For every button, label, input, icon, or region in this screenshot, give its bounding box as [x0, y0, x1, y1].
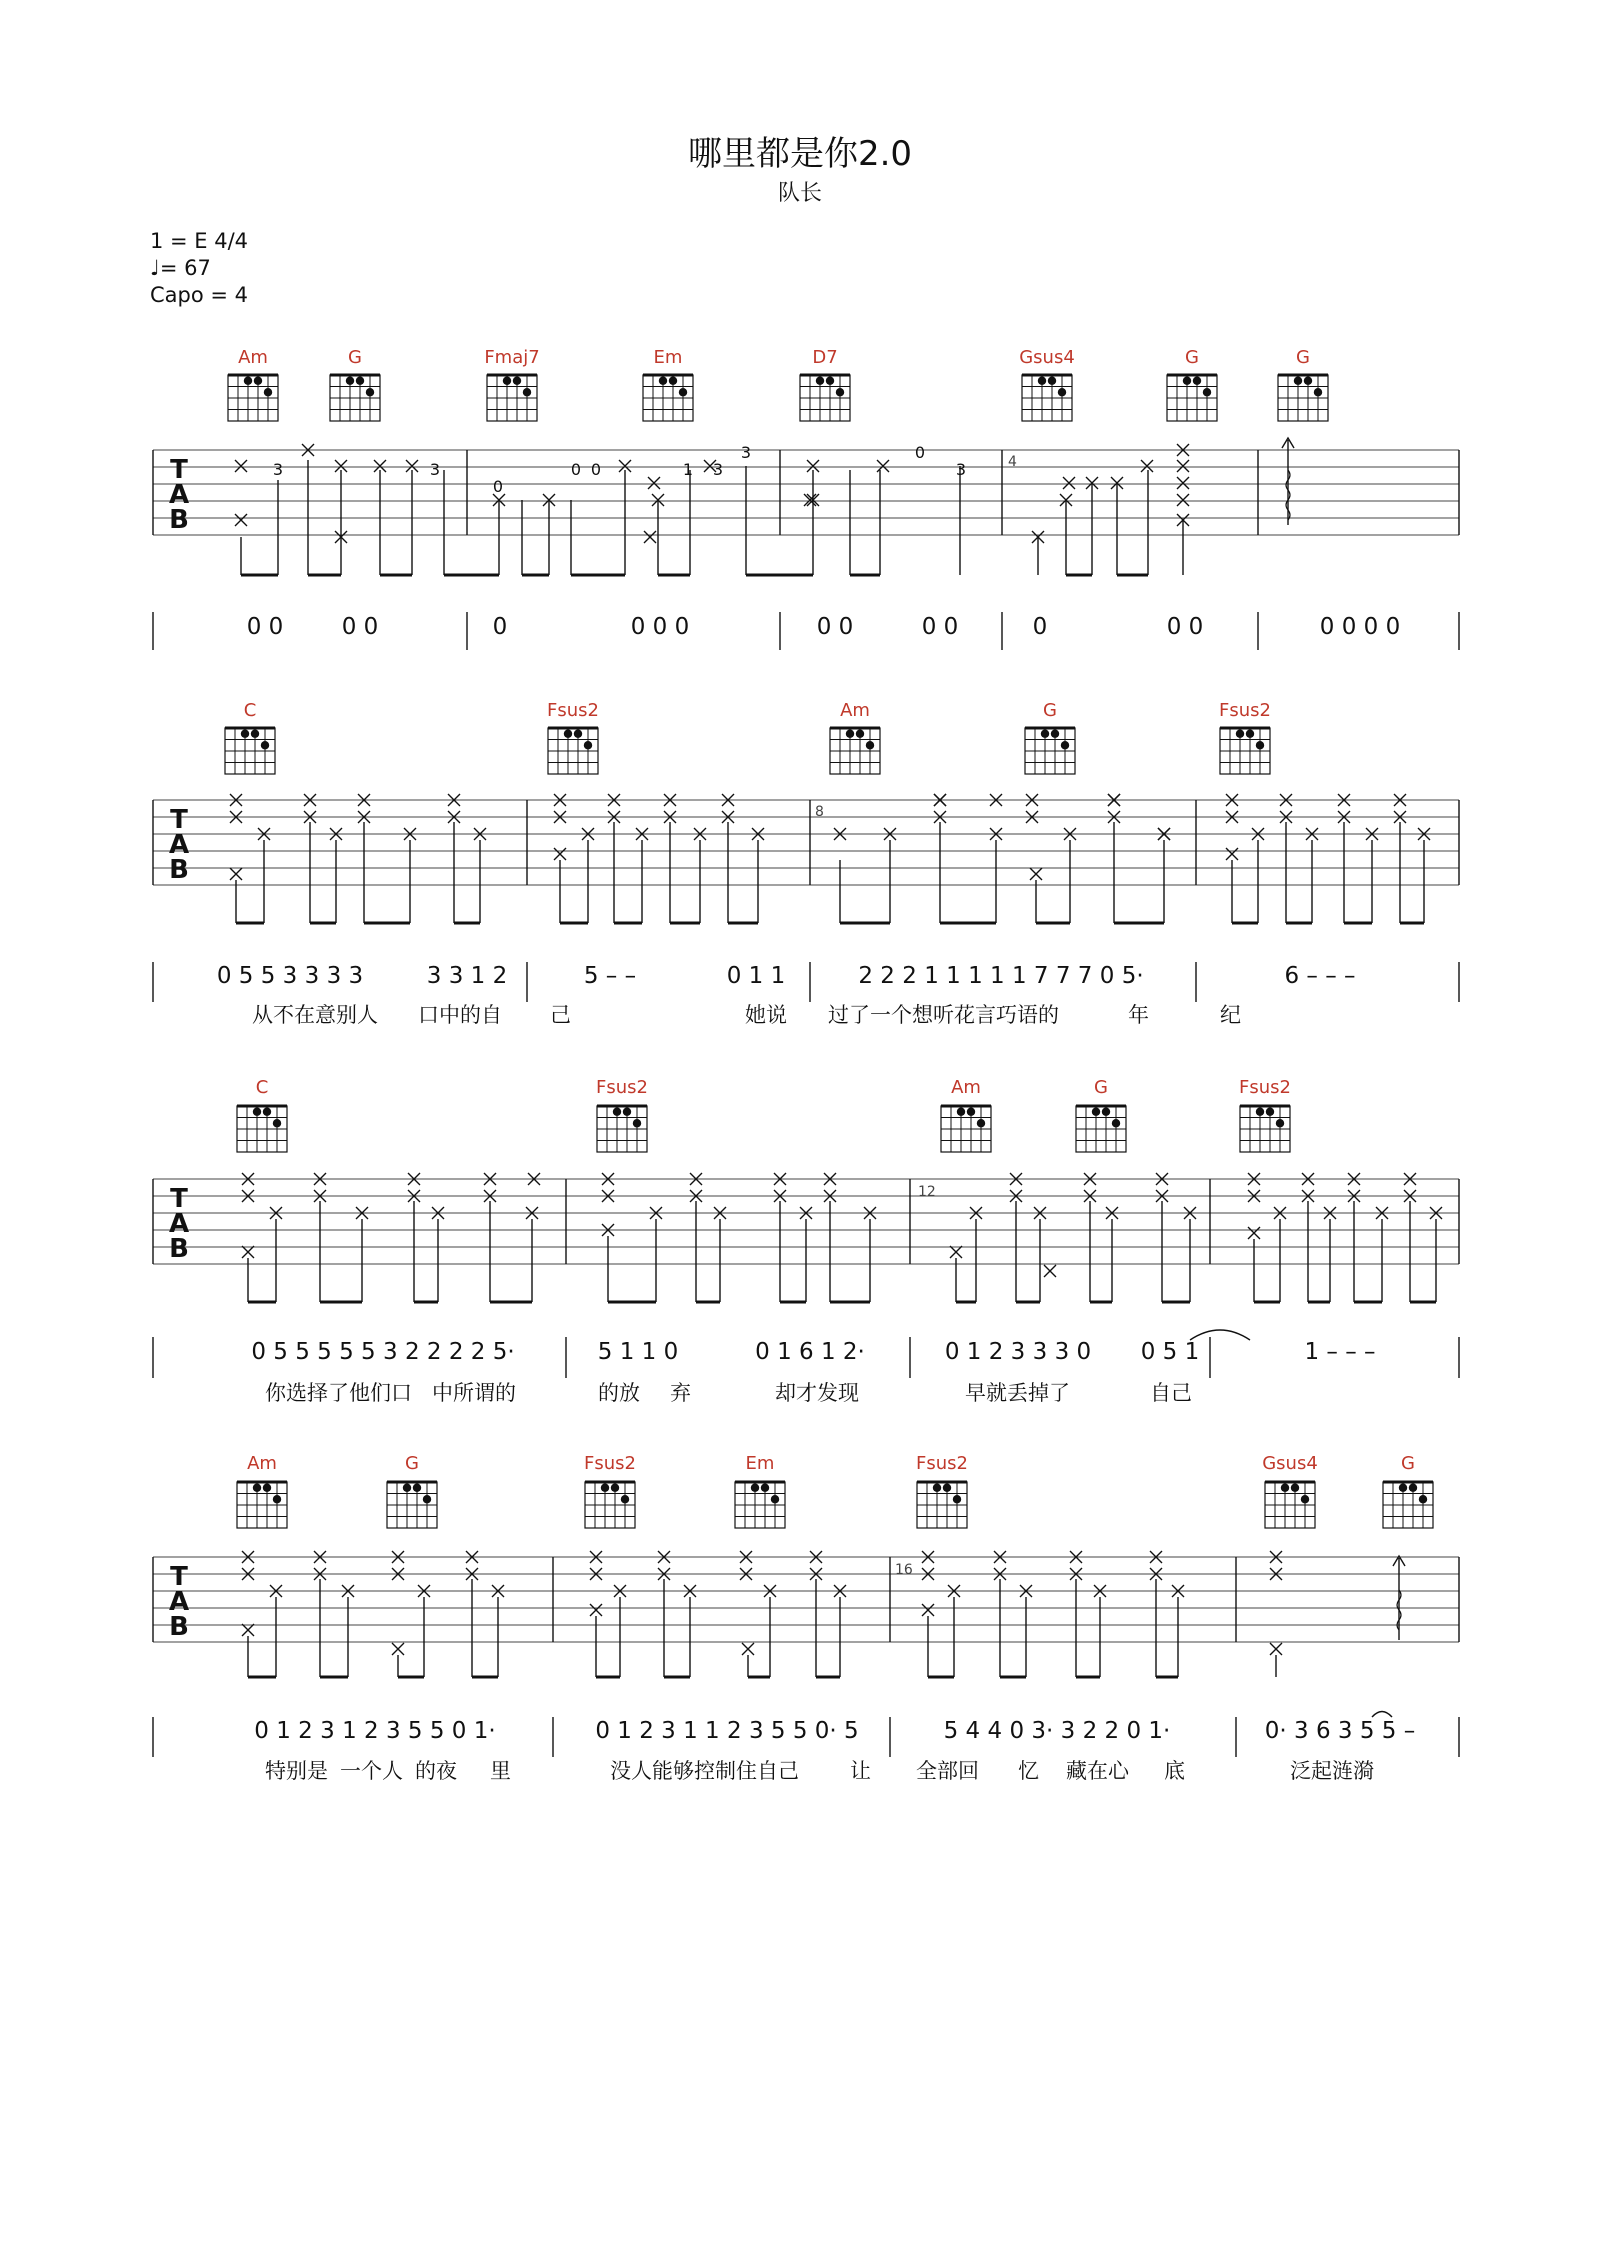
lyric: 底	[1164, 1759, 1185, 1783]
chord-name: D7	[812, 347, 838, 368]
chord-name: Fsus2	[1239, 1077, 1291, 1098]
chord-name: Am	[247, 1453, 277, 1474]
finger-dot	[1058, 388, 1066, 396]
system-3	[153, 1077, 1459, 1405]
finger-dot	[1419, 1495, 1427, 1503]
arpeggio-arrow	[1393, 1556, 1405, 1640]
lyric: 的夜	[415, 1759, 457, 1783]
tab-staff	[153, 800, 1459, 885]
chord-grid	[1240, 1106, 1290, 1152]
chord-grid	[643, 375, 693, 421]
finger-dot	[253, 1108, 261, 1116]
fret-number: 0	[590, 460, 602, 479]
finger-dot	[1291, 1484, 1299, 1492]
tab-clef-letter: A	[168, 1587, 190, 1617]
finger-dot	[1061, 741, 1069, 749]
jianpu-group: 0 1 6 1 2·	[755, 1339, 865, 1365]
finger-dot	[1281, 1484, 1289, 1492]
chord-name: Fsus2	[547, 700, 599, 721]
tab-clef-letter: A	[168, 480, 190, 510]
lyric: 她说	[745, 1003, 787, 1027]
finger-dot	[346, 377, 354, 385]
x-notehead	[242, 1624, 254, 1636]
finger-dot	[1183, 377, 1191, 385]
finger-dot	[1256, 741, 1264, 749]
lyric: 却才发现	[775, 1381, 859, 1405]
tab-clef-letter: B	[169, 1234, 189, 1264]
finger-dot	[251, 730, 259, 738]
arpeggio-arrow	[1282, 438, 1294, 525]
chord-name: Em	[653, 347, 683, 368]
chord-grid	[1025, 728, 1075, 774]
finger-dot	[1399, 1484, 1407, 1492]
finger-dot	[621, 1495, 629, 1503]
finger-dot	[273, 1119, 281, 1127]
fret-number: 0	[914, 443, 926, 462]
finger-dot	[1193, 377, 1201, 385]
numbered-notation	[254, 1718, 1415, 1744]
chord-name: G	[405, 1453, 419, 1474]
tab-clef-letter: A	[168, 830, 190, 860]
finger-dot	[503, 377, 511, 385]
jianpu-group: 0 0	[921, 614, 959, 640]
tab-clef-letter: A	[168, 1209, 190, 1239]
lyric: 藏在心	[1066, 1759, 1129, 1783]
lyric: 弃	[670, 1381, 691, 1405]
finger-dot	[273, 1495, 281, 1503]
chord-name: G	[1094, 1077, 1108, 1098]
finger-dot	[264, 388, 272, 396]
finger-dot	[943, 1484, 951, 1492]
note-stems	[248, 1201, 1436, 1302]
numbered-notation	[251, 1339, 1375, 1365]
x-notehead	[950, 1246, 962, 1258]
chord-name: Fmaj7	[484, 347, 540, 368]
chord-name: C	[255, 1077, 269, 1098]
finger-dot	[1266, 1108, 1274, 1116]
x-notehead	[242, 1246, 254, 1258]
lyric: 你选择了他们口	[265, 1381, 412, 1405]
finger-dot	[613, 1108, 621, 1116]
finger-dot	[1276, 1119, 1284, 1127]
finger-dot	[601, 1484, 609, 1492]
finger-dot	[679, 388, 687, 396]
finger-dot	[1409, 1484, 1417, 1492]
chord-name: Gsus4	[1019, 347, 1075, 368]
chord-grid	[800, 375, 850, 421]
lyric: 泛起涟漪	[1290, 1759, 1374, 1783]
chord-grid	[1265, 1482, 1315, 1528]
measure-number: 16	[895, 1562, 913, 1578]
x-notehead	[235, 514, 247, 526]
finger-dot	[1048, 377, 1056, 385]
chord-grid	[830, 728, 880, 774]
chord-name: G	[1401, 1453, 1415, 1474]
chord-grid	[1076, 1106, 1126, 1152]
x-notehead	[1044, 1265, 1056, 1277]
tie-arc	[1372, 1712, 1392, 1718]
chord-grid	[548, 728, 598, 774]
finger-dot	[366, 388, 374, 396]
lyric: 自己	[1150, 1381, 1192, 1405]
jianpu-group: 1 – – –	[1304, 1339, 1376, 1365]
finger-dot	[771, 1495, 779, 1503]
fret-number: 3	[712, 460, 724, 479]
finger-dot	[1256, 1108, 1264, 1116]
chord-grid	[1022, 375, 1072, 421]
jianpu-group: 0· 3 6 3 5 5 –	[1264, 1718, 1416, 1744]
chord-name: Gsus4	[1262, 1453, 1318, 1474]
finger-dot	[761, 1484, 769, 1492]
finger-dot	[659, 377, 667, 385]
chord-grid	[735, 1482, 785, 1528]
chord-grid	[225, 728, 275, 774]
finger-dot	[253, 1484, 261, 1492]
jianpu-group: 2 2 2 1 1 1 1 1 7 7 7 0 5·	[858, 963, 1144, 989]
finger-dot	[623, 1108, 631, 1116]
jianpu-group: 0 0	[1166, 614, 1204, 640]
finger-dot	[356, 377, 364, 385]
artist-name: 队长	[777, 181, 822, 206]
tab-clef-letter: T	[170, 1184, 188, 1214]
lyrics	[265, 1759, 1374, 1783]
system-4	[153, 1453, 1459, 1783]
chord-name: G	[1296, 347, 1310, 368]
finger-dot	[1304, 377, 1312, 385]
jianpu-group: 0 1 2 3 1 1 2 3 5 5 0· 5	[595, 1718, 859, 1744]
lyric: 中所谓的	[432, 1381, 516, 1405]
finger-dot	[413, 1484, 421, 1492]
chord-grid	[1278, 375, 1328, 421]
lyric: 一个人	[340, 1759, 403, 1783]
x-notehead	[1177, 494, 1189, 506]
tab-clef-letter: T	[170, 455, 188, 485]
x-notehead	[648, 477, 660, 489]
finger-dot	[263, 1108, 271, 1116]
x-notehead	[590, 1604, 602, 1616]
chord-name: G	[1043, 700, 1057, 721]
jianpu-group: 5 – –	[583, 963, 637, 989]
jianpu-group: 0 5 5 5 5 5 3 2 2 2 2 5·	[251, 1339, 515, 1365]
tab-clef-letter: B	[169, 505, 189, 535]
finger-dot	[933, 1484, 941, 1492]
chord-name: Fsus2	[916, 1453, 968, 1474]
finger-dot	[244, 377, 252, 385]
jianpu-group: 0 0	[816, 614, 854, 640]
finger-dot	[1112, 1119, 1120, 1127]
fret-number: 3	[740, 443, 752, 462]
finger-dot	[423, 1495, 431, 1503]
fret-number: 0	[570, 460, 582, 479]
x-notehead	[922, 1604, 934, 1616]
x-notehead	[235, 460, 247, 472]
lyric: 让	[850, 1759, 871, 1783]
finger-dot	[816, 377, 824, 385]
finger-dot	[1051, 730, 1059, 738]
chord-name: Em	[745, 1453, 775, 1474]
tab-staff	[153, 1557, 1459, 1642]
lyric: 己	[550, 1003, 571, 1027]
tab-clef-letter: B	[169, 1612, 189, 1642]
system-1	[153, 347, 1459, 650]
percussive-hits	[242, 1551, 1282, 1655]
finger-dot	[856, 730, 864, 738]
x-notehead	[1030, 868, 1042, 880]
jianpu-group: 0 0	[246, 614, 284, 640]
measure-number: 4	[1008, 454, 1017, 470]
jianpu-group: 0	[492, 614, 508, 640]
tab-clef-letter: T	[170, 1562, 188, 1592]
finger-dot	[1203, 388, 1211, 396]
finger-dot	[953, 1495, 961, 1503]
chord-grid	[941, 1106, 991, 1152]
finger-dot	[403, 1484, 411, 1492]
chord-name: Am	[840, 700, 870, 721]
percussive-hits	[235, 444, 1189, 543]
lyric: 早就丢掉了	[965, 1381, 1070, 1405]
finger-dot	[261, 741, 269, 749]
chord-name: Fsus2	[1219, 700, 1271, 721]
finger-dot	[611, 1484, 619, 1492]
chord-grid	[597, 1106, 647, 1152]
jianpu-group: 6 – – –	[1284, 963, 1356, 989]
jianpu-group: 0 0 0 0	[1319, 614, 1401, 640]
chord-grid	[387, 1482, 437, 1528]
finger-dot	[826, 377, 834, 385]
lyric: 全部回	[916, 1759, 979, 1783]
chord-name: Fsus2	[596, 1077, 648, 1098]
tab-clef-letter: T	[170, 805, 188, 835]
lyric: 里	[490, 1759, 511, 1783]
finger-dot	[1092, 1108, 1100, 1116]
chord-grid	[1383, 1482, 1433, 1528]
lyric: 特别是	[265, 1759, 328, 1783]
finger-dot	[846, 730, 854, 738]
lyric: 没人能够控制住自己	[610, 1759, 799, 1783]
x-notehead	[1248, 1227, 1260, 1239]
fret-number: 3	[272, 460, 284, 479]
finger-dot	[633, 1119, 641, 1127]
finger-dot	[977, 1119, 985, 1127]
finger-dot	[836, 388, 844, 396]
lyric: 忆	[1018, 1759, 1039, 1783]
x-notehead	[1226, 848, 1238, 860]
chord-grid	[1220, 728, 1270, 774]
x-notehead	[1177, 477, 1189, 489]
finger-dot	[751, 1484, 759, 1492]
finger-dot	[574, 730, 582, 738]
x-notehead	[230, 868, 242, 880]
system-2	[153, 700, 1459, 1027]
x-notehead	[877, 460, 889, 472]
finger-dot	[1038, 377, 1046, 385]
chord-grid	[1167, 375, 1217, 421]
key-signature: 1 = E 4/4	[150, 229, 249, 253]
tab-clef-letter: B	[169, 855, 189, 885]
x-notehead	[1063, 477, 1075, 489]
chord-diagrams	[228, 347, 1328, 421]
finger-dot	[564, 730, 572, 738]
chord-grid	[237, 1482, 287, 1528]
finger-dot	[241, 730, 249, 738]
chord-grid	[228, 375, 278, 421]
lyrics	[265, 1381, 1192, 1405]
chord-grid	[237, 1106, 287, 1152]
finger-dot	[1294, 377, 1302, 385]
jianpu-group: 3 3 1 2	[426, 963, 508, 989]
chord-name: C	[243, 700, 257, 721]
finger-dot	[1246, 730, 1254, 738]
fret-number: 1	[682, 460, 694, 479]
finger-dot	[669, 377, 677, 385]
fret-number: 0	[492, 477, 504, 496]
finger-dot	[523, 388, 531, 396]
finger-dot	[1314, 388, 1322, 396]
chord-name: Am	[238, 347, 268, 368]
jianpu-group: 0 1 1	[726, 963, 786, 989]
finger-dot	[866, 741, 874, 749]
capo-marking: Capo = 4	[150, 283, 249, 307]
lyric: 过了一个想听花言巧语的	[828, 1003, 1059, 1027]
jianpu-group: 0 5 5 3 3 3 3	[216, 963, 364, 989]
jianpu-group: 0 1 2 3 3 3 0	[944, 1339, 1092, 1365]
fret-number: 3	[955, 460, 967, 479]
lyric: 的放	[598, 1381, 640, 1405]
finger-dot	[1041, 730, 1049, 738]
measure-number: 12	[918, 1184, 936, 1200]
chord-name: Fsus2	[584, 1453, 636, 1474]
note-stems	[236, 822, 1424, 923]
x-notehead	[392, 1643, 404, 1655]
x-notehead	[1141, 460, 1153, 472]
x-notehead	[1270, 1643, 1282, 1655]
lyrics	[252, 1003, 1241, 1027]
jianpu-group: 5 4 4 0 3· 3 2 2 0 1·	[943, 1718, 1171, 1744]
jianpu-group: 0 1 2 3 1 2 3 5 5 0 1·	[254, 1718, 496, 1744]
chord-grid	[487, 375, 537, 421]
finger-dot	[513, 377, 521, 385]
x-notehead	[804, 494, 816, 506]
lyric: 纪	[1220, 1003, 1241, 1027]
lyric: 从不在意别人	[252, 1003, 378, 1027]
jianpu-group: 0	[1032, 614, 1048, 640]
finger-dot	[1301, 1495, 1309, 1503]
jianpu-group: 5 1 1 0	[597, 1339, 679, 1365]
lyric: 口中的自	[418, 1003, 502, 1027]
x-notehead	[1177, 460, 1189, 472]
numbered-notation	[217, 963, 1356, 989]
finger-dot	[584, 741, 592, 749]
song-title: 哪里都是你2.0	[687, 134, 913, 174]
numbered-notation	[247, 614, 1401, 640]
tab-staff	[153, 450, 1459, 535]
jianpu-group: 0 0 0	[630, 614, 690, 640]
x-notehead	[554, 848, 566, 860]
finger-dot	[957, 1108, 965, 1116]
chord-grid	[917, 1482, 967, 1528]
x-notehead	[742, 1643, 754, 1655]
finger-dot	[1102, 1108, 1110, 1116]
chord-name: G	[348, 347, 362, 368]
note-stems	[248, 1579, 1276, 1677]
chord-name: G	[1185, 347, 1199, 368]
chord-grid	[330, 375, 380, 421]
measure-number: 8	[815, 804, 824, 820]
finger-dot	[263, 1484, 271, 1492]
jianpu-group: 0 0	[341, 614, 379, 640]
percussive-hits	[242, 1173, 1442, 1277]
lyric: 年	[1128, 1003, 1149, 1027]
finger-dot	[254, 377, 262, 385]
finger-dot	[967, 1108, 975, 1116]
finger-dot	[1236, 730, 1244, 738]
chord-grid	[585, 1482, 635, 1528]
chord-name: Am	[951, 1077, 981, 1098]
tempo-marking: ♩= 67	[150, 256, 211, 280]
fret-number: 3	[429, 460, 441, 479]
jianpu-group: 0 5 1	[1140, 1339, 1200, 1365]
x-notehead	[644, 531, 656, 543]
